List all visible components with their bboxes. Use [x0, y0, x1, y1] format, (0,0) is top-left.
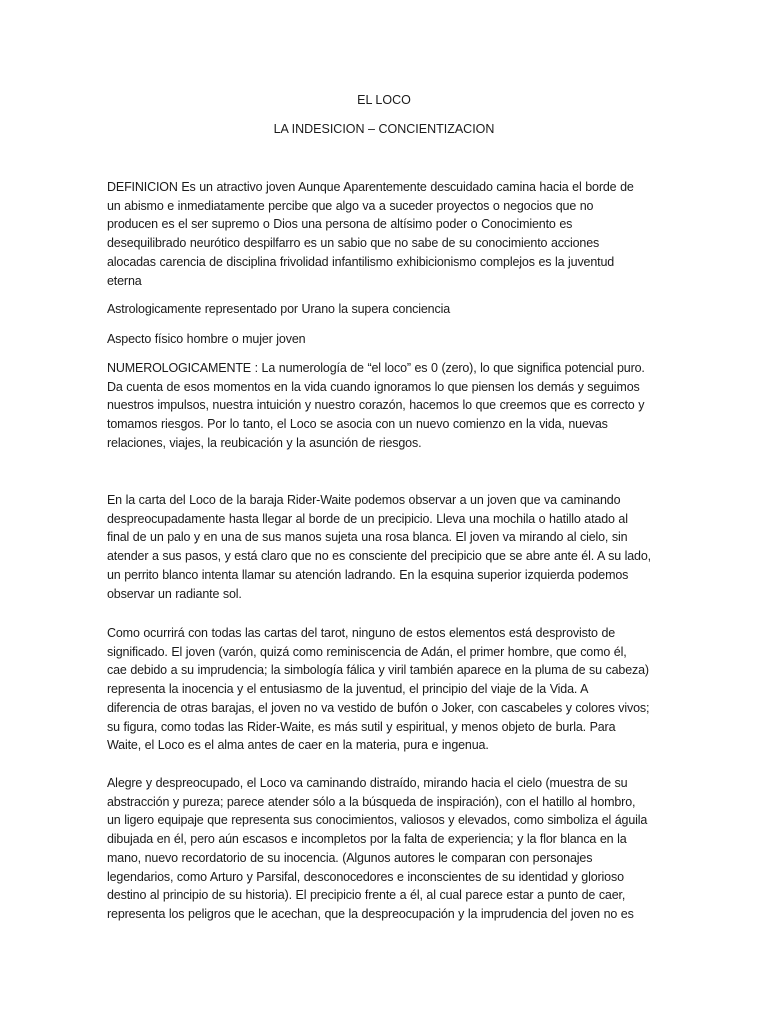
paragraph-alegre [107, 774, 667, 924]
text-line: representa los peligros que le acechan, que la despreocupación y la imprudencia del joven no es [107, 906, 634, 921]
document-title: EL LOCO [357, 93, 411, 107]
paragraph-rider-waite [107, 491, 667, 603]
text-line: atender a sus pasos, y está claro que no es consciente del precipicio que se abre ante él. A su lado, [107, 549, 651, 564]
text-line: dibujada en él, pero aún escasos e incompletos por la falta de experiencia; y la flor blanca en la [107, 832, 627, 847]
text-line: un ligero equipaje que representa sus conocimientos, valiosos y elevados, como simboliza el águila [107, 813, 648, 828]
text-line: tomamos riesgos. Por lo tanto, el Loco se asocia con un nuevo comienzo en la vida, nuevas [107, 417, 608, 432]
text-line: Da cuenta de esos momentos en la vida cuando ignoramos lo que piensen los demás y seguimos [107, 379, 640, 394]
text-line: legendarios, como Arturo y Parsifal, desconocedores e inconscientes de su identidad y glorioso [107, 869, 624, 884]
text-line: Aspecto físico hombre o mujer joven [107, 332, 306, 346]
text-line: relaciones, viajes, la reubicación y la asunción de riesgos. [107, 435, 422, 450]
text-line: destino al principio de su historia). El precipicio frente a él, al cual parece estar a punto de caer, [107, 888, 626, 903]
text-line: significado. El joven (varón, quizá como reminiscencia de Adán, el primer hombre, que como él, [107, 644, 627, 659]
text-line: Waite, el Loco es el alma antes de caer en la materia, pura e ingenua. [107, 738, 489, 753]
text-line: En la carta del Loco de la baraja Rider-Waite podemos observar a un joven que va caminando [107, 493, 621, 507]
text-line: observar un radiante sol. [107, 586, 242, 601]
text-line: Astrologicamente representado por Urano la supera conciencia [107, 302, 451, 316]
paragraph-astrologia [107, 300, 667, 319]
text-line: eterna [107, 273, 142, 288]
text-line: final de un palo y en una de sus manos sujeta una rosa blanca. El joven va mirando al cielo, sin [107, 530, 628, 545]
paragraph-aspecto [107, 330, 667, 349]
text-line: su figura, como todas las Rider-Waite, es más sutil y espiritual, y menos objeto de burla. Para [107, 719, 616, 734]
text-line: un perrito blanco intenta llamar su atención ladrando. En la esquina superior izquierda podemos [107, 567, 629, 582]
paragraph-numerologia [107, 359, 667, 453]
text-line: DEFINICION Es un atractivo joven Aunque Aparentemente descuidado camina hacia el borde de [107, 180, 634, 194]
paragraph-simbologia [107, 624, 667, 755]
text-line: nuestros impulsos, nuestra intuición y nuestro corazón, hacemos lo que creemos que es correcto y [107, 398, 645, 413]
text-line: alocadas carencia de disciplina frivolidad infantilismo exhibicionismo complejos es la juventud [107, 254, 615, 269]
text-line: Alegre y despreocupado, el Loco va caminando distraído, mirando hacia el cielo (muestra de su [107, 776, 628, 790]
text-line: cae debido a su imprudencia; la simbología fálica y viril también aparece en la pluma de su cabeza) [107, 663, 649, 678]
text-line: un abismo e inmediatamente percibe que algo va a suceder proyectos o negocios que no [107, 198, 594, 213]
text-line: desequilibrado neurótico despilfarro es un sabio que no sabe de su conocimiento acciones [107, 236, 600, 251]
paragraph-definicion [107, 178, 667, 290]
text-line: diferencia de otras barajas, el joven no va vestido de bufón o Joker, con cascabeles y colores vivos; [107, 700, 650, 715]
text-line: mano, nuevo recordatorio de su inocencia. (Algunos autores le comparan con personajes [107, 850, 593, 865]
text-line: Como ocurrirá con todas las cartas del tarot, ninguno de estos elementos está desprovisto de [107, 626, 616, 640]
document-subtitle: LA INDESICION – CONCIENTIZACION [273, 122, 495, 136]
text-line: despreocupadamente hasta llegar al borde de un precipicio. Lleva una mochila o hatillo atado al [107, 511, 628, 526]
text-line: representa la inocencia y el entusiasmo de la juventud, el principio del viaje de la Vida. A [107, 682, 589, 697]
text-line: NUMEROLOGICAMENTE : La numerología de “el loco” es 0 (zero), lo que significa potencial puro. [107, 361, 645, 375]
text-line: producen es el ser supremo o Dios una persona de altísimo poder o Conocimiento es [107, 217, 573, 232]
text-line: abstracción y pureza; parece atender sólo a la búsqueda de inspiración), con el hatillo al hombro, [107, 794, 636, 809]
